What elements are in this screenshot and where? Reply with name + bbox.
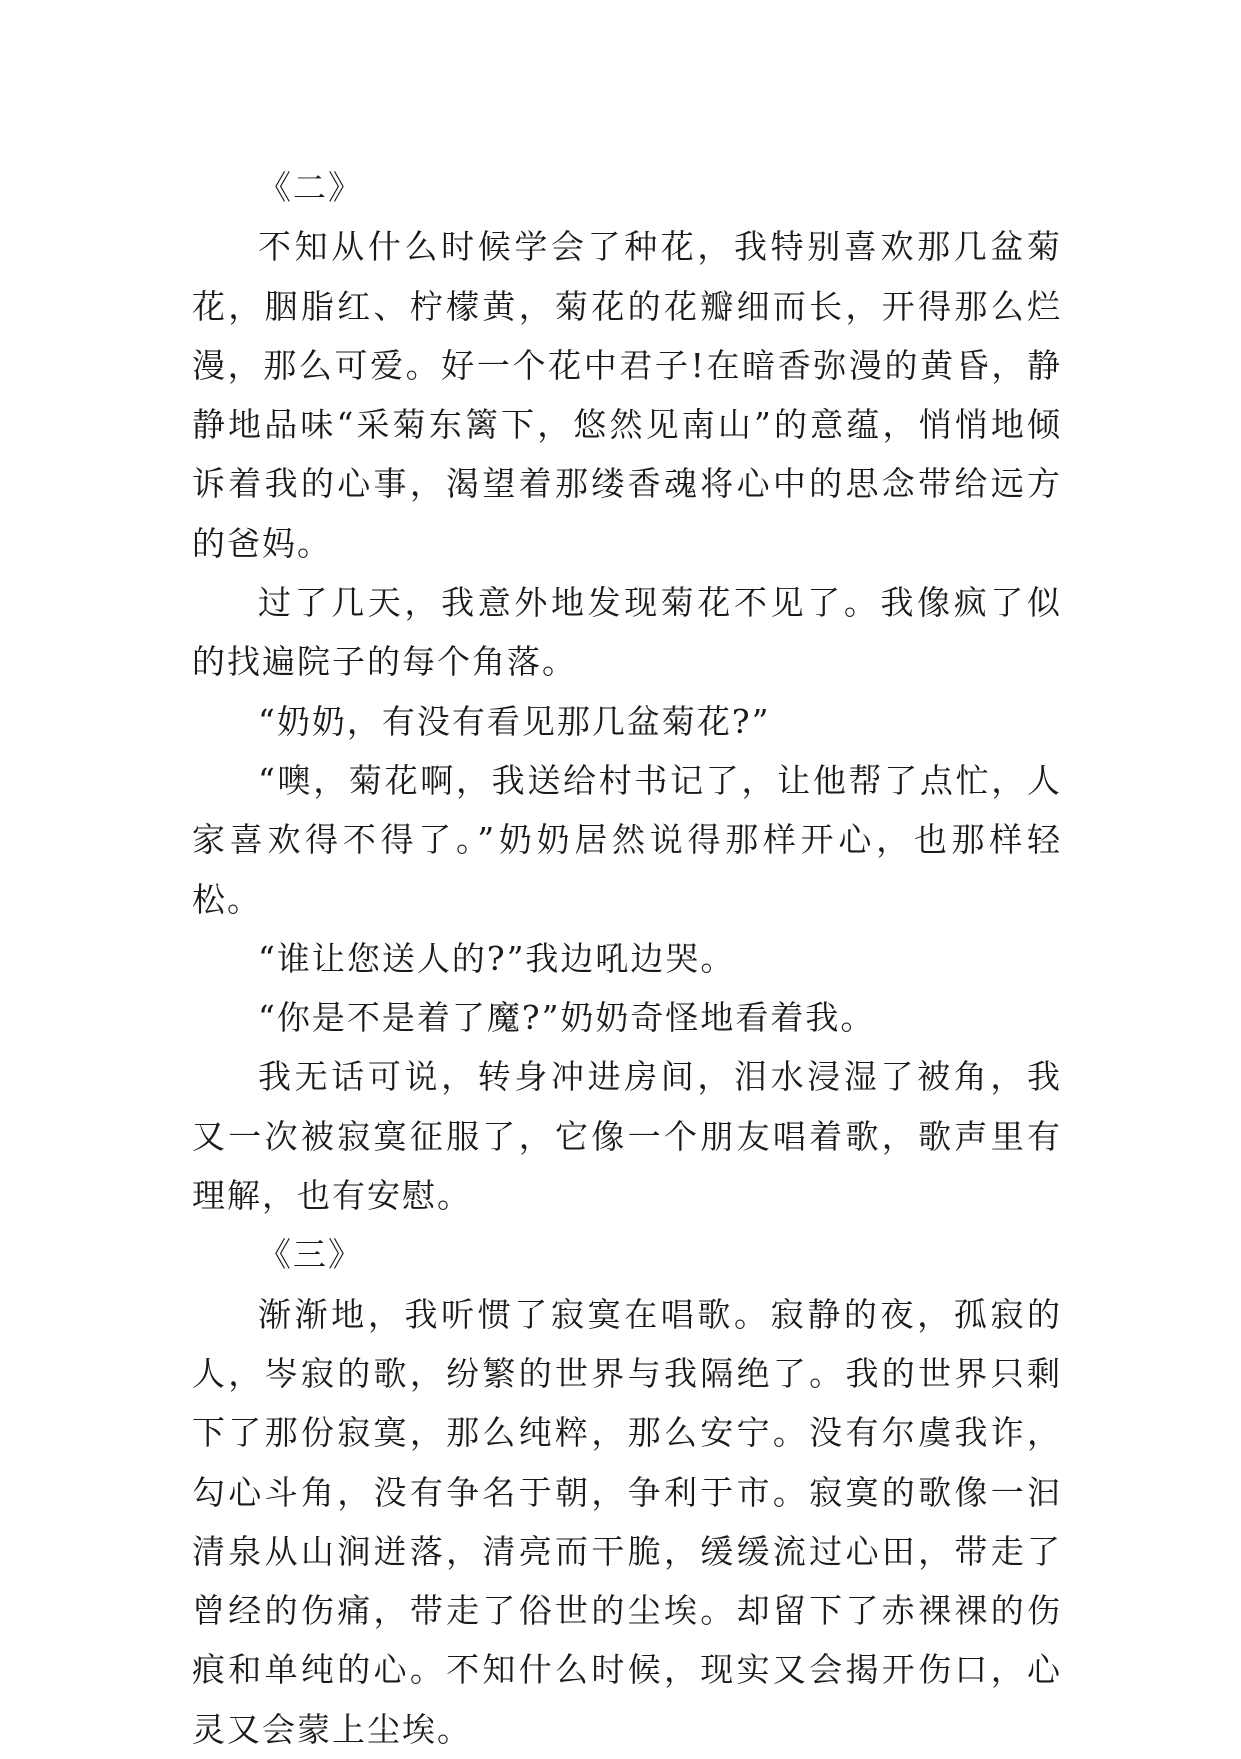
dialogue-line: “噢，菊花啊，我送给村书记了，让他帮了点忙，人家喜欢得不得了。”奶奶居然说得那样开心，也那样轻松。 [192,760,1062,919]
paragraph: 我无话可说，转身冲进房间，泪水浸湿了被角，我又一次被寂寞征服了，它像一个朋友唱着歌，歌声里有理解，也有安慰。 [192,1057,1062,1216]
section-heading: 《二》 [258,168,363,207]
dialogue-line: “你是不是着了魔?”奶奶奇怪地看着我。 [258,998,876,1038]
document-body [192,158,1062,1759]
dialogue-line: “谁让您送人的?”我边吼边哭。 [258,938,736,978]
section-heading: 《三》 [258,1235,363,1275]
paragraph: 过了几天，我意外地发现菊花不见了。我像疯了似的找遍院子的每个角落。 [192,583,1062,682]
paragraph: 不知从什么时候学会了种花，我特别喜欢那几盆菊花，胭脂红、柠檬黄，菊花的花瓣细而长，开得那么烂漫，那么可爱。好一个花中君子!在暗香弥漫的黄昏，静静地品味“采菊东篱下，悠然见南山”的意蕴，悄悄地倾诉着我的心事，渴望着那缕香魂将心中的思念带给远方的爸妈。 [192,227,1062,563]
dialogue-line: “奶奶，有没有看见那几盆菊花?” [258,701,771,741]
paragraph: 渐渐地，我听惯了寂寞在唱歌。寂静的夜，孤寂的人，岑寂的歌，纷繁的世界与我隔绝了。我的世界只剩下了那份寂寞，那么纯粹，那么安宁。没有尔虞我诈，勾心斗角，没有争名于朝，争利于市。寂寞的歌像一汩清泉从山涧迸落，清亮而干脆，缓缓流过心田，带走了曾经的伤痛，带走了俗世的尘埃。却留下了赤裸裸的伤痕和单纯的心。不知什么时候，现实又会揭开伤口，心灵又会蒙上尘埃。 [192,1294,1062,1749]
